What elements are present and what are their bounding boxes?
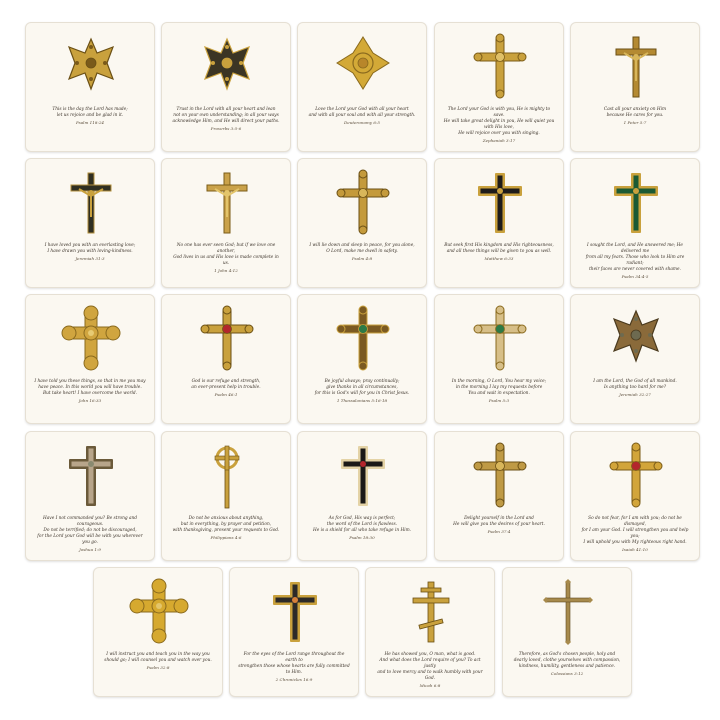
verse-reference: 1 Peter 5:7: [623, 120, 647, 125]
verse-text: [170, 107, 282, 132]
verse-reference: 2 Chronicles 16:9: [275, 677, 313, 682]
verse-card[interactable]: [25, 294, 155, 424]
gothic-gold-cross-icon: [470, 442, 530, 510]
verse-body: I will lie down and sleep in peace, for you alone, O Lord, make me dwell in safety.: [309, 243, 415, 254]
verse-card[interactable]: [570, 158, 700, 288]
bronze-medallion-cross-icon: [606, 305, 666, 373]
verse-text: [579, 379, 691, 398]
verse-reference: Psalm 4:8: [351, 256, 373, 261]
verse-card[interactable]: [297, 158, 427, 288]
verse-body: Be joyful always; pray continually; give thanks in all circumstances, for this is God's will for you in Christ Jesus.: [314, 379, 410, 396]
verse-body: But seek first His kingdom and His righteousness, and all these things will be given to you as well.: [444, 243, 554, 254]
filigree-gold-cross-icon: [61, 33, 121, 101]
verse-card[interactable]: [25, 431, 155, 561]
verse-reference: Philippians 4:6: [210, 535, 242, 540]
verse-text: [306, 107, 418, 126]
emerald-pearl-cross-icon: [470, 305, 530, 373]
verse-reference: Zephaniah 3:17: [482, 138, 516, 143]
crucifix-gold-slim-icon: [197, 169, 257, 237]
verse-text: [34, 379, 146, 404]
verse-body: For the eyes of the Lord range throughout the earth to strengthen those whose hearts are fully committed to Him.: [238, 652, 350, 675]
verse-card[interactable]: [229, 567, 359, 697]
verse-card[interactable]: [25, 158, 155, 288]
verse-reference: Psalm 5:3: [488, 398, 510, 403]
verse-reference: Deuteronomy 6:5: [343, 120, 381, 125]
verse-body: Delight yourself in the Lord and He will give you the desires of your heart.: [453, 516, 545, 527]
verse-reference: Psalm 118:24: [75, 120, 105, 125]
verse-body: I have loved you with an everlasting love; I have drawn you with loving-kindness.: [44, 243, 136, 254]
verse-text: [443, 243, 555, 262]
verse-reference: Colossians 3:12: [550, 671, 584, 676]
verse-reference: 1 Thessalonians 5:16-18: [336, 398, 388, 403]
verse-text: [443, 516, 555, 535]
verse-reference: Proverbs 3:5-6: [210, 126, 242, 131]
onyx-pendant-cross-icon: [265, 578, 325, 646]
verse-card[interactable]: [161, 158, 291, 288]
verse-body: I am the Lord, the God of all mankind. Is anything too hard for me?: [593, 379, 677, 390]
verse-text: [511, 652, 623, 677]
verse-card[interactable]: [434, 158, 564, 288]
gem-set-gold-cross-icon: [606, 442, 666, 510]
verse-card[interactable]: [365, 567, 495, 697]
orthodox-gold-cross-icon: [401, 578, 461, 646]
verse-text: [306, 243, 418, 262]
verse-card[interactable]: [434, 22, 564, 152]
verse-text: [34, 243, 146, 262]
baroque-gold-cross-icon: [470, 33, 530, 101]
verse-text: [170, 379, 282, 398]
verse-card[interactable]: [502, 567, 632, 697]
verse-card[interactable]: [570, 22, 700, 152]
verse-reference: Psalm 32:8: [146, 665, 170, 670]
verse-card[interactable]: [161, 22, 291, 152]
gold-medallion-cross-icon: [61, 305, 121, 373]
verse-text: [443, 107, 555, 144]
verse-reference: Matthew 6:33: [484, 256, 514, 261]
verse-text: [579, 516, 691, 553]
verse-text: [443, 379, 555, 404]
verse-text: [238, 652, 350, 683]
verse-body: So do not fear, for I am with you; do not be dismayed, for I am your God. I will strengthen you and help you; I will uphold you with My righteous right hand.: [581, 516, 689, 545]
verse-card[interactable]: [570, 294, 700, 424]
black-enamel-cross-icon: [333, 442, 393, 510]
verse-body: I will instruct you and teach you in the way you should go; I will counsel you and watch over you.: [104, 652, 212, 663]
verse-body: Love the Lord your God with all your heart and with all your soul and with all your strength.: [308, 107, 416, 118]
budded-gold-cross-icon: [333, 169, 393, 237]
trefoil-gold-cross-icon: [129, 578, 189, 646]
verse-reference: Micah 6:8: [419, 683, 441, 688]
crucifix-dark-icon: [61, 169, 121, 237]
onyx-gold-cross-icon: [470, 169, 530, 237]
renaissance-jeweled-cross-icon: [333, 305, 393, 373]
verse-reference: Psalm 46:1: [214, 392, 238, 397]
emerald-cross-icon: [606, 169, 666, 237]
verse-text: [306, 379, 418, 404]
verse-text: [102, 652, 214, 671]
ruby-gold-cross-icon: [197, 305, 257, 373]
verse-text: [34, 107, 146, 126]
verse-text: [374, 652, 486, 689]
verse-card[interactable]: [297, 431, 427, 561]
verse-card[interactable]: [161, 294, 291, 424]
processional-cross-icon: [197, 442, 257, 510]
verse-card[interactable]: [297, 22, 427, 152]
verse-body: This is the day the Lord has made; let us rejoice and be glad in it.: [52, 107, 128, 118]
verse-text: [306, 516, 418, 541]
verse-body: Therefore, as God's chosen people, holy and dearly loved, clothe yourselves with compassion, kindness, humility, gentleness and patience.: [513, 652, 621, 669]
verse-body: Do not be anxious about anything, but in everything, by prayer and petition, with thanksgiving, present your requests to God.: [172, 516, 280, 533]
verse-body: No one has ever seen God; but if we love one another, God lives in us and His love is made complete in us.: [173, 243, 279, 266]
slender-bronze-cross-icon: [538, 578, 598, 646]
verse-body: Have I not commanded you? Be strong and courageous. Do not be terrified; do not be discouraged, for the Lord your God will be with you wherever you go.: [37, 516, 143, 545]
verse-body: He has showed you, O man, what is good. And what does the Lord require of you? To act justly and to love mercy and to walk humbly with your God.: [377, 652, 483, 681]
verse-body: I sought the Lord, and He answered me; He delivered me from all my fears. Those who look to Him are radiant; their faces are never covered with shame.: [585, 243, 685, 272]
verse-body: Cast all your anxiety on Him because He cares for you.: [603, 107, 667, 118]
crucifix-gold-icon: [606, 33, 666, 101]
verse-card[interactable]: [161, 431, 291, 561]
verse-card[interactable]: [93, 567, 223, 697]
verse-reference: Jeremiah 32:27: [619, 392, 651, 397]
reliquary-cross-icon: [61, 442, 121, 510]
verse-body: Trust in the Lord with all your heart and lean not on your own understanding; in all your ways acknowledge Him, and He will direct your paths.: [172, 107, 280, 124]
jeweled-rosette-cross-icon: [333, 33, 393, 101]
verse-reference: Jeremiah 31:3: [75, 256, 105, 261]
verse-card[interactable]: [25, 22, 155, 152]
verse-reference: Psalm 34:4-5: [621, 274, 649, 279]
ornate-dark-gold-cross-icon: [197, 33, 257, 101]
verse-text: [170, 516, 282, 541]
verse-card[interactable]: [570, 431, 700, 561]
verse-text: [579, 243, 691, 280]
verse-reference: Isaiah 41:10: [622, 547, 648, 552]
verse-body: In the morning, O Lord, You hear my voice; in the morning I lay my requests before You and wait in expectation.: [451, 379, 547, 396]
verse-reference: Psalm 18:30: [349, 535, 375, 540]
verse-reference: Joshua 1:9: [79, 547, 101, 552]
verse-card[interactable]: [297, 294, 427, 424]
verse-text: [579, 107, 691, 126]
verse-reference: John 16:33: [78, 398, 102, 403]
verse-card[interactable]: [434, 294, 564, 424]
verse-reference: Psalm 37:4: [487, 529, 511, 534]
verse-body: I have told you these things, so that in me you may have peace. In this world you will have trouble. But take heart! I have overcome the world.: [34, 379, 146, 396]
verse-body: The Lord your God is with you, He is mighty to save. He will take great delight in you, He will quiet you with His love, He will rejoice over you with singing.: [443, 107, 555, 136]
verse-body: God is our refuge and strength, an ever-present help in trouble.: [191, 379, 261, 390]
verse-text: [170, 243, 282, 274]
verse-text: [34, 516, 146, 553]
verse-body: As for God, His way is perfect; the word of the Lord is flawless. He is a shield for all who take refuge in Him.: [312, 516, 412, 533]
verse-reference: 1 John 4:12: [214, 268, 238, 273]
verse-card[interactable]: [434, 431, 564, 561]
